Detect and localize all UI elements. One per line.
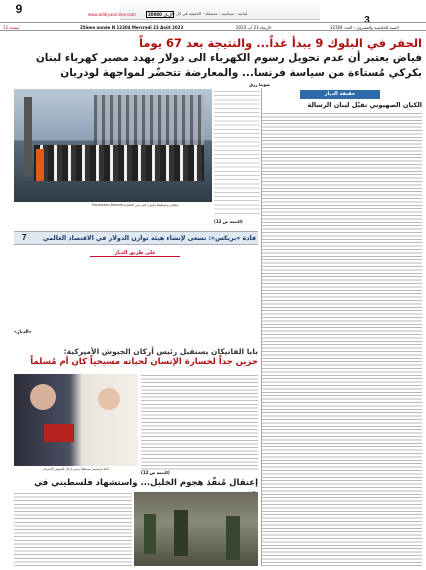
issue-number-right: 3: [364, 15, 370, 26]
soldier-figure-1: [144, 514, 156, 554]
pope-photo: [14, 374, 138, 466]
tagline: لبنانية - سياسية - مستقلة - الحقيقة في كل دار: [170, 11, 248, 16]
jenin-story-body: [14, 492, 132, 566]
rig-structure: [94, 95, 204, 151]
website-url[interactable]: www.addiyaronline.com: [88, 12, 136, 17]
right-section-label: حقيقة الديار: [300, 90, 380, 99]
soldier-figure-2: [174, 510, 188, 556]
continue-note-main: (التتمة ص 12): [214, 219, 243, 224]
jenin-headline: إعتقال مُنفّذ هجوم الخليل... واستشهاد فلسطيني في: [34, 478, 258, 488]
pope-kicker: بابا الفاتيكان يستقبل رئيس أركان الجيوش الأميركية:: [63, 347, 258, 356]
column-rule: [261, 88, 262, 566]
column-text: [214, 89, 260, 217]
jenin-photo: [134, 492, 258, 566]
right-column-body: [262, 112, 422, 566]
rig-photo: [14, 89, 212, 202]
issue-meta-fr: 25ème année N 12304 Mercredi 23 Août 2023: [80, 25, 184, 30]
editorial-signature: «الديار»: [14, 330, 32, 335]
editorial-body: [14, 258, 258, 328]
rig-photo-caption: ميقاتي وحوطيط وكولرا على متن الحفارة Transocean Barents: [91, 203, 179, 207]
main-headline-line2: فياض يعتبر أن عدم تحويل رسوم الكهرباء الى دولار يهدد مصير كهرباء لبنان: [35, 52, 422, 64]
pope-photo-caption: البابا فرنسيس مستقبلاً رئيس أركان الجيوش الأميركية: [42, 467, 110, 471]
continue-note-pope: (التتمة ص 12): [141, 470, 170, 475]
page-count: 12 صفحة: [3, 25, 20, 30]
author-byline: صونيا رزق: [249, 82, 270, 87]
price-box: 20000 ل.ل: [148, 12, 172, 17]
main-headline-line1: الحفر في البلوك 9 يبدأ غداً... والنتيجة بعد 67 يوماً: [139, 36, 422, 50]
pope-story-body: [141, 374, 258, 470]
brics-banner: [14, 231, 258, 245]
officials-group: [34, 145, 204, 181]
rig-crane: [24, 97, 32, 177]
main-headline-line3: بكركي مُستاءة من سياسة فرنسا... والمعارضة تتحضّر لمواجهة لودريان: [60, 67, 422, 79]
official-face: [30, 384, 56, 410]
pope-face: [98, 388, 120, 410]
gift-box: [44, 424, 74, 442]
worker-orange: [36, 149, 44, 181]
banner-headline[interactable]: قادة «بريكس»: نسعى لإنشاء هيئة توازن الدولار في الاقتصاد العالمي: [42, 235, 256, 242]
right-column-headline: الكيان الصهيوني تقبّل لبنان الرسالة: [307, 101, 422, 109]
issue-number-left: 9: [15, 2, 23, 16]
pope-headline: حزين جداً لخسارة الإنسان لحياته مسيحياً كان أم مُسلماً: [30, 357, 258, 367]
year-line: السنة الخامسة والعشرون - العدد 12304: [330, 25, 399, 30]
issue-info-bar: [0, 22, 426, 31]
issue-meta-ar: الأربعاء 23 آب 2023: [236, 25, 272, 30]
soldier-figure-3: [226, 516, 240, 560]
banner-page-number: 7: [22, 233, 27, 242]
editorial-label: على طريق الديار: [90, 249, 180, 257]
